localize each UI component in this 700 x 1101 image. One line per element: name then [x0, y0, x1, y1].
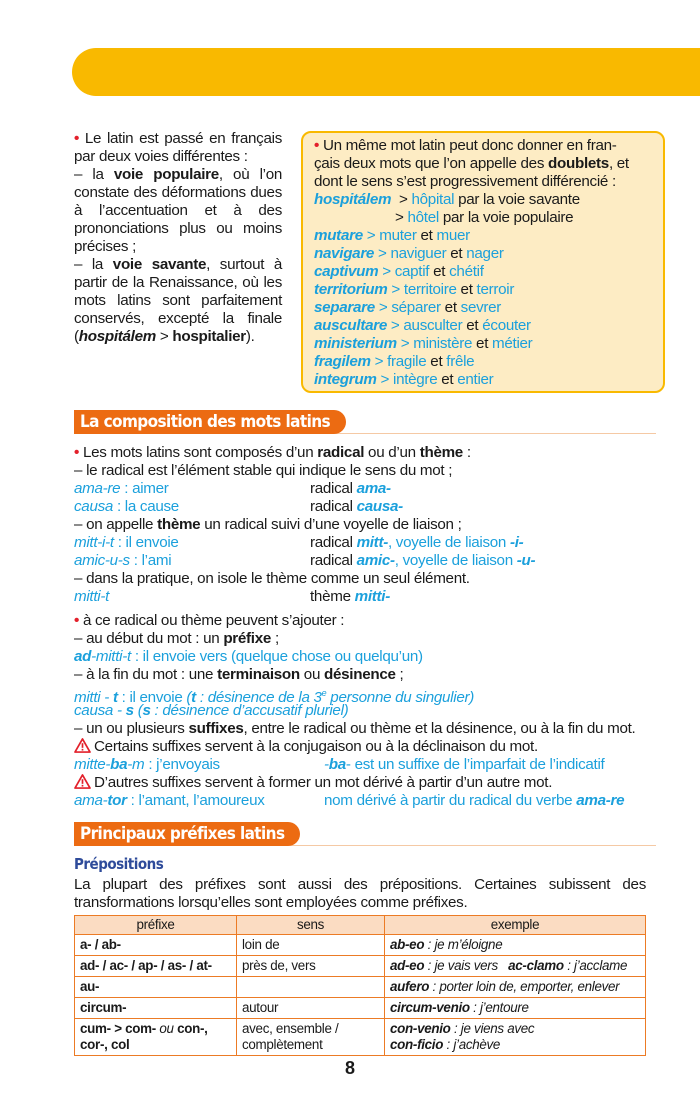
warning-icon	[74, 738, 91, 753]
bullet-icon: •	[74, 612, 80, 629]
prefixes-intro: La plupart des préfixes sont aussi des prépositions. Certaines subissent des transformations lorsqu’elles sont employées comme préfixes.	[74, 876, 646, 911]
warning-icon	[74, 774, 91, 789]
example-line: ama-tor : l’amant, l’amoureux nom dérivé à partir du radical du verbe ama-re	[74, 792, 625, 809]
table-row: a- / ab- loin de ab-eo : je m’éloigne	[75, 935, 646, 956]
example-line: mitti-t thème mitti-	[74, 588, 390, 605]
doublets-box: • Un même mot latin peut donc donner en fran- çais deux mots que l’on appelle des doublets, et dont le sens s’est progressivement différencié : hospitálem > hôpital par la voie savante > hôtel par la voie populaire mutare > muter et muer navigare > naviguer et nager captivum > captif et chétif territorium > territoire et terroir separare > séparer et sevrer auscultare > ausculter et écouter ministerium > ministère et métier fragilem > fragile et frêle integrum > intègre et entier	[301, 131, 665, 393]
composition-content: • Les mots latins sont composés d’un radical ou d’un thème : – le radical est l’élément stable qui indique le sens du mot ; ama-re : aimer radical ama- causa : la cause radical causa- – on appelle thème un radical suivi d’une voyelle de liaison ; mitt-i-t : il envoie radical mitt-, voyelle de liaison -i- amic-u-s : l’ami radical amic-, voyelle de liaison -u- – dans la pratique, on isole le thème comme un seul élément. mitti-t thème mitti- • à ce radical ou thème peuvent s’ajouter : – au début du mot : un préfixe ; ad-mitti-t : il envoie vers (quelque chose ou quelqu’un) – à la fin du mot : une terminaison ou désinence ; mitti - t : il envoie (t : désinence de la 3e personne du singulier) causa - s (s : désinence d’accusatif pluriel) – un ou plusieurs suffixes, entre le radical ou thème et la désinence, ou à la fin du mot. Certains suffixes servent à la conjugaison ou à la déclinaison du mot. mitte-ba-m : j’envoyais -ba- est un suffixe de l’imparfait de l’indicatif D’autres suffixes servent à former un mot dérivé à partir d’un autre mot. ama-tor : l’amant, l’amoureux nom dérivé à partir du radical du verbe ama-re	[74, 444, 659, 810]
bullet-icon: •	[74, 130, 80, 147]
section-title-prefixes: Principaux préfixes latins	[74, 822, 300, 846]
table-row: ad- / ac- / ap- / as- / at- près de, vers ad-eo : je vais vers ac-clamo : j’acclame	[75, 956, 646, 977]
section-title-composition: La composition des mots latins	[74, 410, 346, 434]
table-row: au- aufero : porter loin de, emporter, enlever	[75, 977, 646, 998]
example-line: mitte-ba-m : j’envoyais -ba- est un suffixe de l’imparfait de l’indicatif	[74, 756, 605, 773]
example-line: causa - s (s : désinence d’accusatif pluriel)	[74, 702, 349, 719]
column-header-exemple: exemple	[385, 916, 646, 935]
column-header-sens: sens	[237, 916, 385, 935]
example-line: ad-mitti-t : il envoie vers (quelque chose ou quelqu’un)	[74, 648, 423, 665]
warning-line: Certains suffixes servent à la conjugaison ou à la déclinaison du mot.	[74, 738, 659, 756]
table-header-row	[75, 916, 646, 935]
example-line: ama-re : aimer radical ama-	[74, 480, 391, 497]
intro-paragraph: • Le latin est passé en français par deux voies différentes : – la voie populaire, où l’on constate des déformations dues à l’accentuation et à des prononciations plus ou moins précises ; – la voie savante, surtout à partir de la Renaissance, où les mots latins sont parfaitement conservés, excepté la finale (hospitálem > hospitalier).	[74, 130, 283, 345]
bullet-icon: •	[314, 137, 320, 154]
example-line: mitt-i-t : il envoie radical mitt-, voyelle de liaison -i-	[74, 534, 524, 551]
doublet-hospitalem: hospitálem > hôpital par la voie savante	[314, 191, 580, 208]
doublet-item: fragilem > fragile et frêle	[314, 353, 475, 370]
doublet-item: integrum > intègre et entier	[314, 371, 494, 388]
prefixes-table	[74, 915, 646, 1056]
table-row: circum- autour circum-venio : j’entoure	[75, 998, 646, 1019]
example-line: mitti - t : il envoie (t : désinence de la 3e personne du singulier)	[74, 688, 474, 707]
doublet-item: ministerium > ministère et métier	[314, 335, 533, 352]
doublet-item: auscultare > ausculter et écouter	[314, 317, 531, 334]
column-header-prefixe: préfixe	[75, 916, 237, 935]
table-row: cum- > com- ou con-, cor-, col avec, ensemble / complètement con-venio : je viens avec con-ficio : j’achève	[75, 1019, 646, 1056]
doublet-item: mutare > muter et muer	[314, 227, 470, 244]
header-band	[72, 48, 700, 96]
doublet-item: navigare > naviguer et nager	[314, 245, 504, 262]
doublet-item: captivum > captif et chétif	[314, 263, 484, 280]
example-line: causa : la cause radical causa-	[74, 498, 403, 515]
page-number: 8	[344, 1058, 355, 1078]
example-line: amic-u-s : l’ami radical amic-, voyelle de liaison -u-	[74, 552, 536, 569]
warning-line: D’autres suffixes servent à former un mot dérivé à partir d’un autre mot.	[74, 774, 659, 792]
doublet-item: separare > séparer et sevrer	[314, 299, 502, 316]
bullet-icon: •	[74, 444, 80, 461]
subheading-prepositions: Prépositions	[74, 855, 164, 873]
doublet-item: territorium > territoire et terroir	[314, 281, 515, 298]
